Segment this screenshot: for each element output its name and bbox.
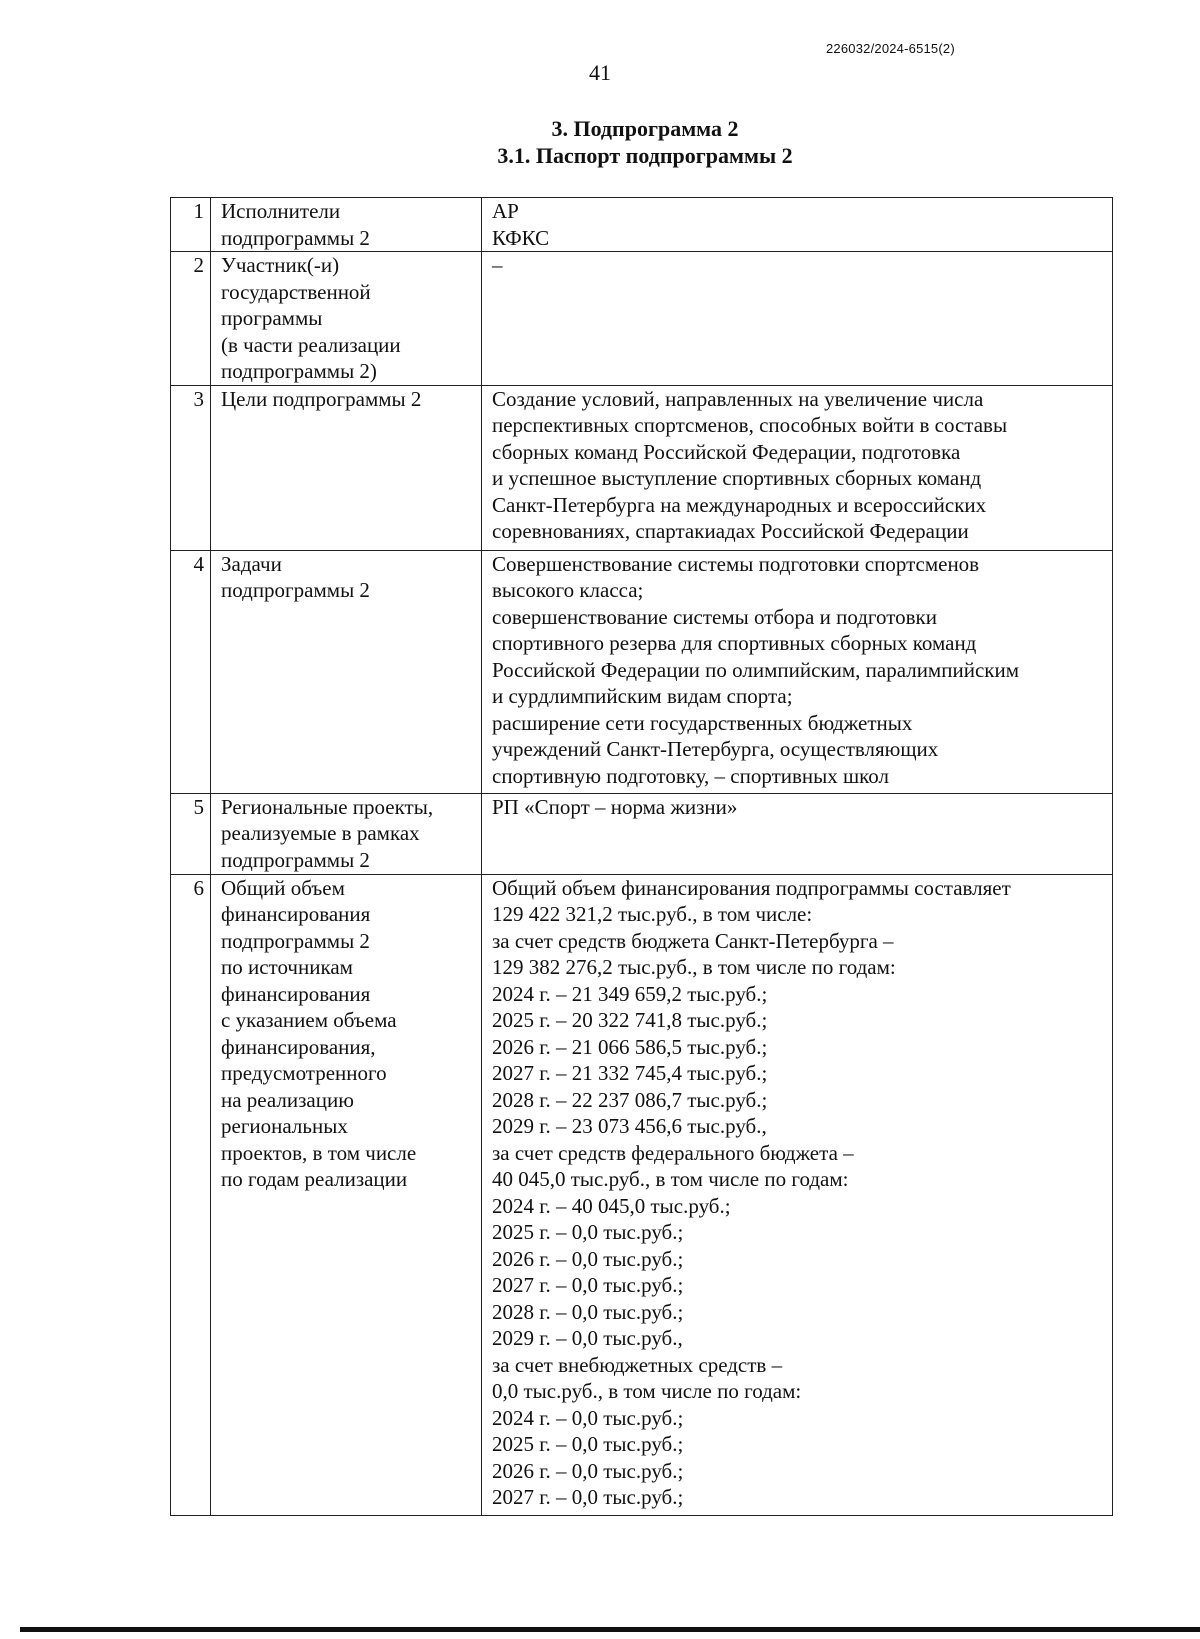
cell-line: Создание условий, направленных на увеличение числа	[492, 386, 984, 411]
row-label	[211, 385, 482, 550]
scan-bottom-edge	[20, 1627, 1200, 1632]
cell-line: за счет внебюджетных средств –	[492, 1352, 783, 1377]
passport-table-body	[171, 198, 1113, 1516]
cell-line: предусмотренного	[221, 1061, 387, 1085]
cell-line: подпрограммы 2	[221, 847, 370, 872]
cell-line: расширение сети государственных бюджетных	[492, 710, 913, 735]
cell-line: финансирования	[221, 902, 371, 926]
cell-line: программы	[221, 306, 323, 330]
cell-line: РП «Спорт – норма жизни»	[492, 794, 738, 819]
cell-line: 2027 г. – 21 332 745,4 тыс.руб.;	[492, 1061, 768, 1085]
cell-line: подпрограммы 2	[221, 578, 370, 602]
cell-line: высокого класса;	[492, 578, 644, 602]
cell-line: за счет средств федерального бюджета –	[492, 1140, 854, 1165]
row-number: 5	[171, 793, 211, 874]
cell-line: за счет средств бюджета Санкт-Петербурга –	[492, 928, 894, 953]
cell-line: подпрограммы 2	[221, 928, 370, 953]
cell-line: Общий объем финансирования подпрограммы составляет	[492, 875, 1011, 900]
cell-line: 2025 г. – 0,0 тыс.руб.;	[492, 1220, 684, 1244]
cell-line: спортивную подготовку, – спортивных школ	[492, 763, 890, 788]
cell-line: финансирования	[221, 981, 371, 1006]
cell-line: 2026 г. – 21 066 586,5 тыс.руб.;	[492, 1034, 768, 1059]
row-number: 2	[171, 252, 211, 386]
cell-line: 2028 г. – 0,0 тыс.руб.;	[492, 1299, 684, 1324]
row-value	[482, 550, 1113, 793]
cell-line: перспективных спортсменов, способных войти в составы	[492, 413, 1008, 437]
cell-line: 2029 г. – 23 073 456,6 тыс.руб.,	[492, 1114, 767, 1138]
subsection-heading: 3.1. Паспорт подпрограммы 2	[497, 143, 793, 168]
row-label	[211, 874, 482, 1515]
cell-line: (в части реализации	[221, 332, 401, 357]
cell-line: проектов, в том числе	[221, 1140, 417, 1165]
row-label	[211, 198, 482, 252]
row-number: 4	[171, 550, 211, 793]
cell-line: соревнованиях, спартакиадах Российской Федерации	[492, 519, 969, 543]
cell-line: 2028 г. – 22 237 086,7 тыс.руб.;	[492, 1087, 768, 1112]
row-label	[211, 793, 482, 874]
cell-line: подпрограммы 2	[221, 225, 370, 250]
table-row	[171, 198, 1113, 252]
cell-line: –	[492, 253, 503, 277]
cell-line: 2024 г. – 0,0 тыс.руб.;	[492, 1405, 684, 1430]
cell-line: АР	[492, 199, 519, 223]
row-number: 3	[171, 385, 211, 550]
cell-line: 2027 г. – 0,0 тыс.руб.;	[492, 1273, 684, 1297]
cell-line: 40 045,0 тыс.руб., в том числе по годам:	[492, 1167, 849, 1191]
cell-line: на реализацию	[221, 1087, 354, 1112]
cell-line: Исполнители	[221, 199, 341, 223]
section-heading: 3. Подпрограмма 2	[551, 116, 739, 141]
row-value	[482, 252, 1113, 386]
cell-line: финансирования,	[221, 1034, 376, 1059]
row-label	[211, 252, 482, 386]
row-value	[482, 385, 1113, 550]
cell-line: 2026 г. – 0,0 тыс.руб.;	[492, 1246, 684, 1271]
cell-line: 2024 г. – 40 045,0 тыс.руб.;	[492, 1193, 731, 1218]
cell-line: 2029 г. – 0,0 тыс.руб.,	[492, 1326, 683, 1350]
cell-line: учреждений Санкт-Петербурга, осуществляющих	[492, 737, 939, 761]
document-id: 226032/2024-6515(2)	[826, 41, 955, 56]
passport-table	[170, 197, 1113, 1516]
row-value	[482, 874, 1113, 1515]
cell-line: спортивного резерва для спортивных сборных команд	[492, 631, 977, 655]
cell-line: подпрограммы 2)	[221, 359, 377, 383]
row-number: 6	[171, 874, 211, 1515]
row-value	[482, 793, 1113, 874]
cell-line: Цели подпрограммы 2	[221, 386, 422, 411]
table-row	[171, 874, 1113, 1515]
cell-line: 2025 г. – 0,0 тыс.руб.;	[492, 1432, 684, 1456]
cell-line: Региональные проекты,	[221, 794, 434, 819]
cell-line: Совершенствование системы подготовки спортсменов	[492, 551, 980, 576]
table-row	[171, 550, 1113, 793]
cell-line: Санкт-Петербурга на международных и всероссийских	[492, 492, 987, 517]
cell-line: сборных команд Российской Федерации, подготовка	[492, 439, 961, 464]
cell-line: 2026 г. – 0,0 тыс.руб.;	[492, 1458, 684, 1483]
row-label	[211, 550, 482, 793]
cell-line: и успешное выступление спортивных сборных команд	[492, 466, 982, 490]
cell-line: и сурдлимпийским видам спорта;	[492, 684, 793, 708]
cell-line: по источникам	[221, 955, 353, 979]
cell-line: по годам реализации	[221, 1167, 408, 1191]
cell-line: 2024 г. – 21 349 659,2 тыс.руб.;	[492, 981, 768, 1006]
table-row	[171, 385, 1113, 550]
cell-line: 2025 г. – 20 322 741,8 тыс.руб.;	[492, 1008, 768, 1032]
cell-line: 129 382 276,2 тыс.руб., в том числе по годам:	[492, 955, 896, 979]
cell-line: Задачи	[221, 551, 282, 576]
cell-line: реализуемые в рамках	[221, 821, 420, 845]
cell-line: КФКС	[492, 225, 550, 250]
page-number: 41	[589, 60, 611, 85]
cell-line: Российской Федерации по олимпийским, паралимпийским	[492, 657, 1019, 682]
cell-line: Общий объем	[221, 875, 345, 900]
cell-line: 2027 г. – 0,0 тыс.руб.;	[492, 1485, 684, 1509]
cell-line: государственной	[221, 279, 371, 304]
table-row	[171, 252, 1113, 386]
table-row	[171, 793, 1113, 874]
cell-line: 129 422 321,2 тыс.руб., в том числе:	[492, 902, 813, 926]
row-value	[482, 198, 1113, 252]
cell-line: Участник(-и)	[221, 253, 340, 277]
row-number: 1	[171, 198, 211, 252]
cell-line: 0,0 тыс.руб., в том числе по годам:	[492, 1379, 802, 1403]
cell-line: совершенствование системы отбора и подготовки	[492, 604, 937, 629]
cell-line: с указанием объема	[221, 1008, 397, 1032]
cell-line: региональных	[221, 1114, 348, 1138]
